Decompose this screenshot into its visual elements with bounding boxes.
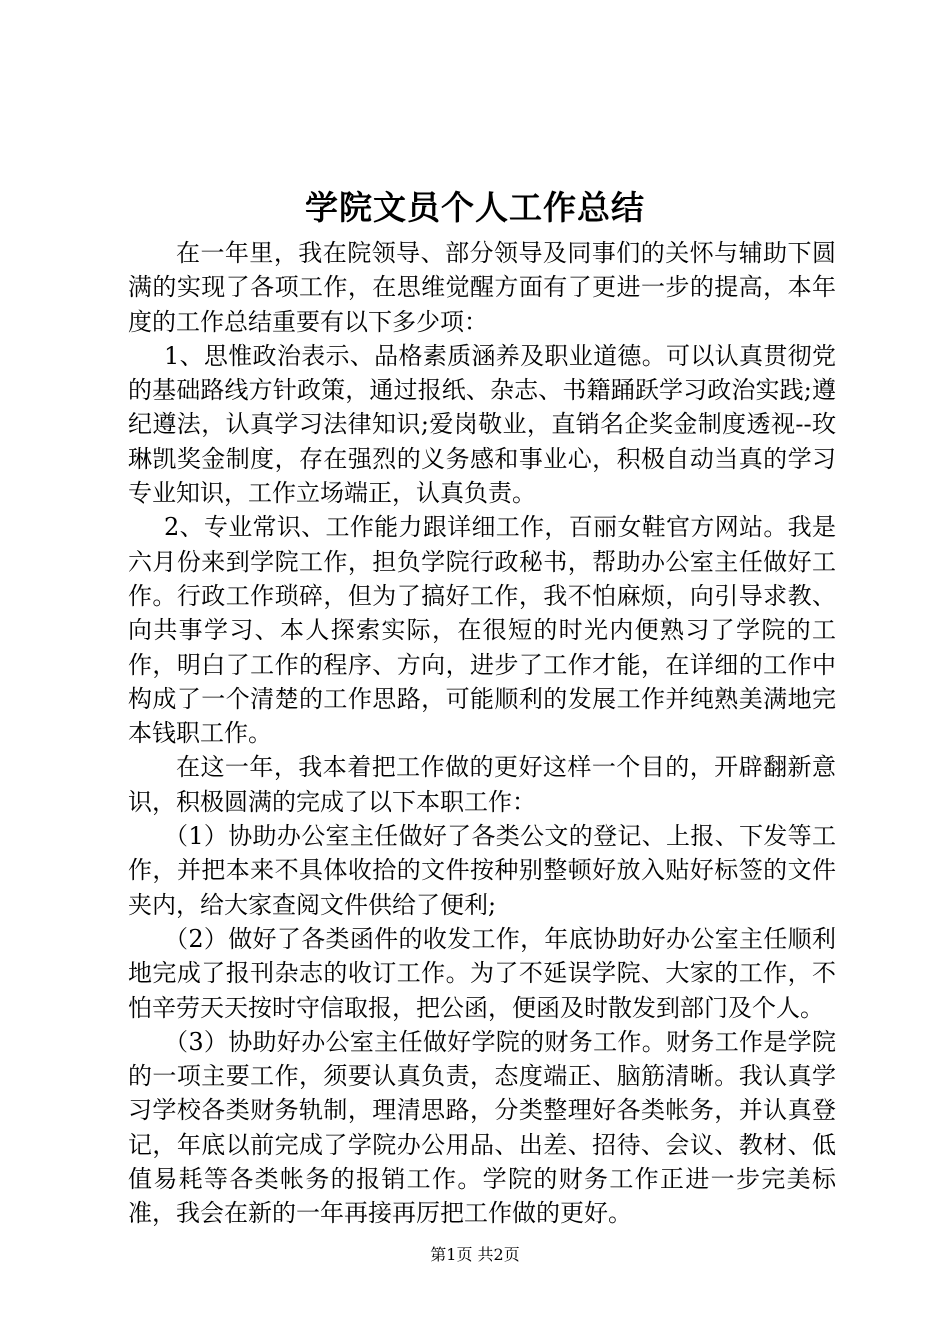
duty-1-paragraph: （1）协助办公室主任做好了各类公文的登记、上报、下发等工作，并把本来不具体收拾的文件按种别整顿好放入贴好标签的文件夹内，给大家查阅文件供给了便利; [128,822,836,919]
section-2-paragraph: 2、专业常识、工作能力跟详细工作，百丽女鞋官方网站。我是六月份来到学院工作，担负学院行政秘书，帮助办公室主任做好工作。行政工作琐碎，但为了搞好工作，我不怕麻烦，向引导求教、向共事学习、本人探索实际，在很短的时光内便熟习了学院的工作，明白了工作的程序、方向，进步了工作才能，在详细的工作中构成了一个清楚的工作思路，可能顺利的发展工作并纯熟美满地完本钱职工作。 [128,513,836,748]
page-footer: 第1页 共2页 [430,1245,520,1264]
duty-2-paragraph: （2）做好了各类函件的收发工作，年底协助好办公室主任顺利地完成了报刊杂志的收订工作。为了不延误学院、大家的工作，不怕辛劳天天按时守信取报，把公函，便函及时散发到部门及个人。 [128,924,836,1022]
section-1-paragraph: 1、思惟政治表示、品格素质涵养及职业道德。可以认真贯彻党的基础路线方针政策，通过报纸、杂志、书籍踊跃学习政治实践;遵纪遵法，认真学习法律知识;爱岗敬业，直销名企奖金制度透视--玫琳凯奖金制度，存在强烈的义务感和事业心，积极自动当真的学习专业知识，工作立场端正，认真负责。 [128,341,836,508]
document-title: 学院文员个人工作总结 [305,188,645,227]
duty-3-paragraph: （3）协助好办公室主任做好学院的财务工作。财务工作是学院的一项主要工作，须要认真负责，态度端正、脑筋清晰。我认真学习学校各类财务轨制，理清思路，分类整理好各类帐务，并认真登记，年底以前完成了学院办公用品、出差、招待、会议、教材、低值易耗等各类帐务的报销工作。学院的财务工作正进一步完美标准，我会在新的一年再接再厉把工作做的更好。 [128,1027,836,1228]
document-body [128,236,836,1231]
intro-paragraph: 在一年里，我在院领导、部分领导及同事们的关怀与辅助下圆满的实现了各项工作，在思维觉醒方面有了更进一步的提高，本年度的工作总结重要有以下多少项： [128,239,836,336]
duties-intro-paragraph: 在这一年，我本着把工作做的更好这样一个目的，开辟翻新意识，积极圆满的完成了以下本职工作： [128,753,836,816]
